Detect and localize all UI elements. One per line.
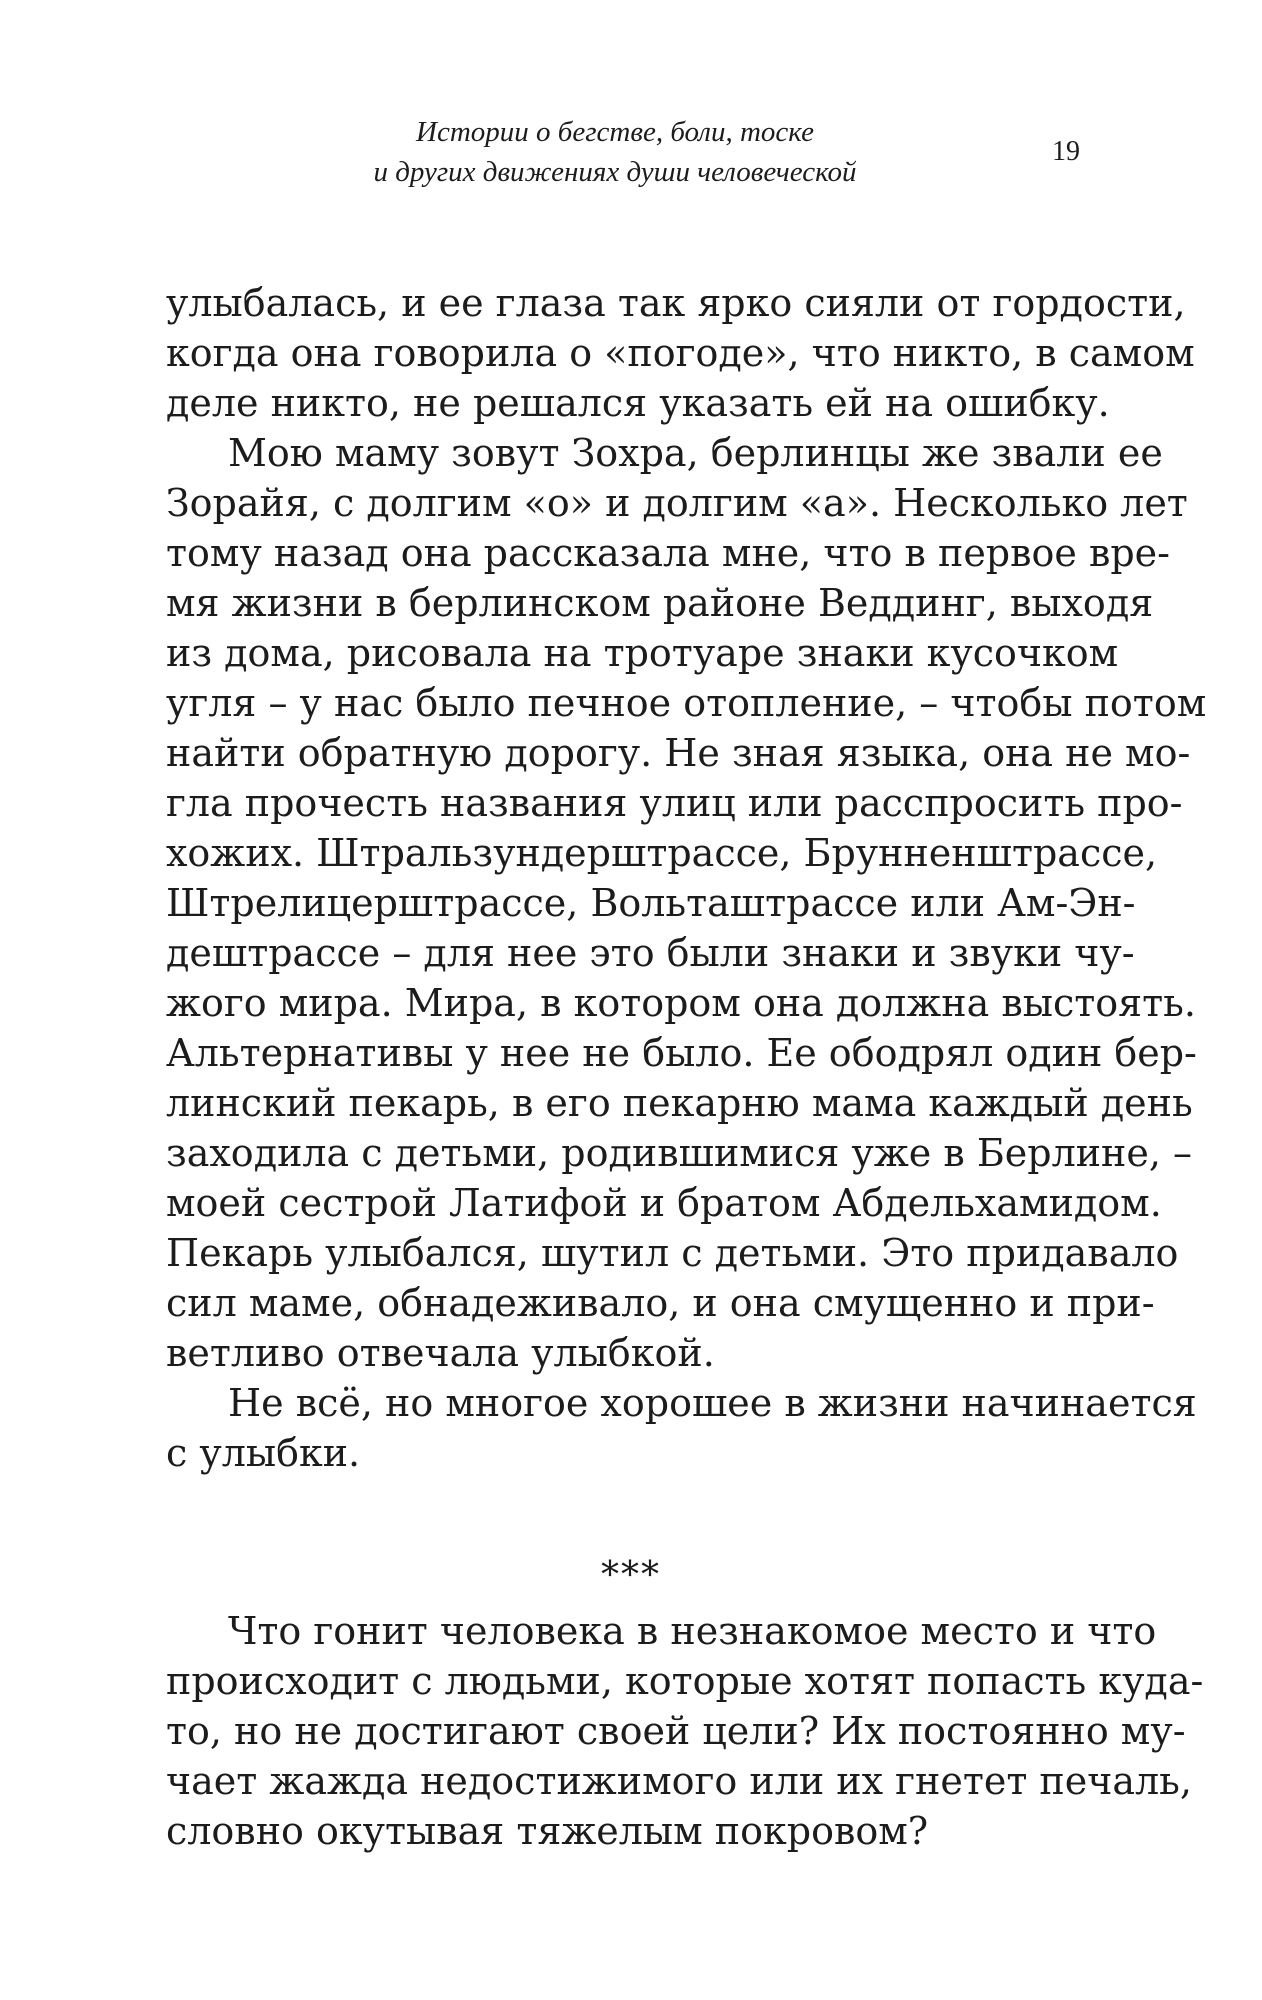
text-line: хожих. Штральзундерштрассе, Брунненштрассе, bbox=[166, 831, 1158, 875]
text-line: ветливо отвечала улыбкой. bbox=[166, 1331, 715, 1375]
body-text bbox=[166, 278, 1207, 1856]
running-head bbox=[310, 112, 920, 192]
text-line: деле никто, не решался указать ей на ошибку. bbox=[166, 381, 1110, 425]
text-line: с улыбки. bbox=[166, 1431, 361, 1475]
text-line: Пекарь улыбался, шутил с детьми. Это придавало bbox=[166, 1231, 1179, 1275]
text-line: словно окутывая тяжелым покровом? bbox=[166, 1809, 929, 1853]
text-line: жого мира. Мира, в котором она должна выстоять. bbox=[166, 981, 1196, 1025]
text-line: Не всё, но многое хорошее в жизни начинается bbox=[228, 1381, 1197, 1425]
text-line: угля – у нас было печное отопление, – чтобы потом bbox=[166, 681, 1207, 725]
text-line: происходит с людьми, которые хотят попасть куда- bbox=[166, 1659, 1204, 1703]
text-line: тому назад она рассказала мне, что в первое вре- bbox=[166, 531, 1171, 575]
text-line: заходила с детьми, родившимися уже в Берлине, – bbox=[166, 1131, 1193, 1175]
text-line: из дома, рисовала на тротуаре знаки кусочком bbox=[166, 631, 1119, 675]
text-line: Зорайя, с долгим «о» и долгим «а». Несколько лет bbox=[166, 481, 1188, 525]
text-line: сил маме, обнадеживало, и она смущенно и при- bbox=[166, 1281, 1155, 1325]
running-head-line-1: Истории о бегстве, боли, тоске bbox=[416, 116, 814, 148]
text-line: Мою маму зовут Зохра, берлинцы же звали ее bbox=[228, 431, 1163, 475]
running-head-line-2: и других движениях души человеческой bbox=[373, 156, 857, 188]
text-line: гла прочесть названия улиц или расспросить про- bbox=[166, 781, 1183, 825]
text-line: Штрелицерштрассе, Вольташтрассе или Ам-Эн- bbox=[166, 881, 1136, 925]
text-line: улыбалась, и ее глаза так ярко сияли от гордости, bbox=[166, 281, 1186, 325]
text-line: то, но не достигают своей цели? Их постоянно му- bbox=[166, 1709, 1186, 1753]
section-gap bbox=[166, 1478, 1096, 1546]
text-line: найти обратную дорогу. Не зная языка, она не мо- bbox=[166, 731, 1191, 775]
text-line: мя жизни в берлинском районе Веддинг, выходя bbox=[166, 581, 1154, 625]
section-separator: *** bbox=[601, 1555, 661, 1596]
text-line: линский пекарь, в его пекарню мама каждый день bbox=[166, 1081, 1193, 1125]
text-line: дештрассе – для нее это были знаки и звуки чу- bbox=[166, 931, 1135, 975]
text-line: моей сестрой Латифой и братом Абдельхамидом. bbox=[166, 1181, 1162, 1225]
page-number: 19 bbox=[1052, 136, 1080, 167]
text-line: Что гонит человека в незнакомое место и что bbox=[228, 1609, 1157, 1653]
text-line: когда она говорила о «погоде», что никто, в самом bbox=[166, 331, 1195, 375]
text-line: чает жажда недостижимого или их гнетет печаль, bbox=[166, 1759, 1192, 1803]
text-line: Альтернативы у нее не было. Ее ободрял один бер- bbox=[166, 1031, 1197, 1075]
